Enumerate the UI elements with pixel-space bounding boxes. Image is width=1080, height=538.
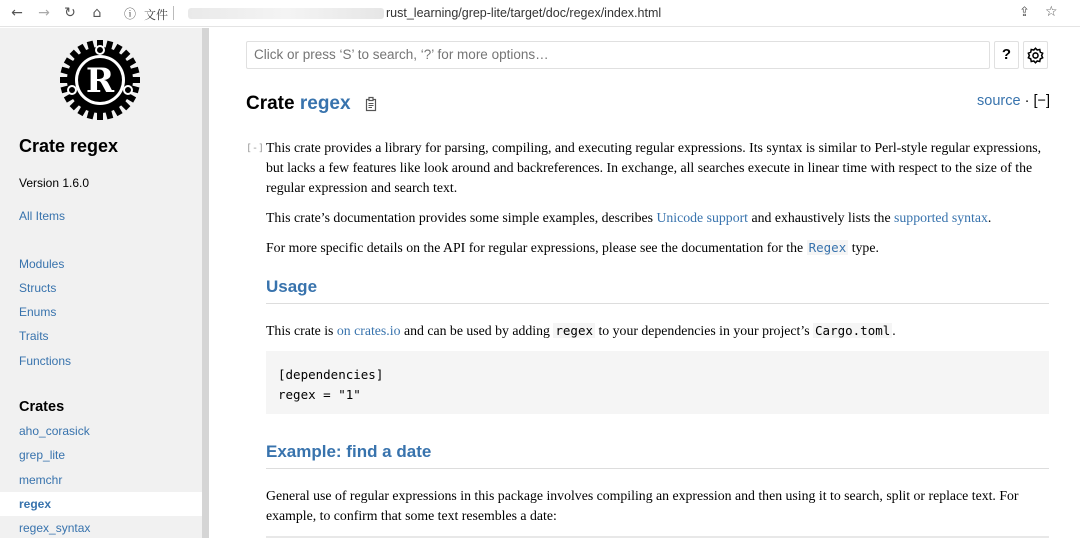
sidebar-item-traits[interactable]: Traits xyxy=(19,329,49,343)
sidebar-all-items[interactable]: All Items xyxy=(19,209,66,223)
back-icon[interactable]: ← xyxy=(11,5,23,21)
unicode-support-link[interactable]: Unicode support xyxy=(656,210,749,225)
example-heading[interactable]: Example: find a date xyxy=(266,442,1049,469)
sidebar-resizer[interactable] xyxy=(202,28,209,538)
url-scheme-label: 文件 xyxy=(144,8,169,22)
inline-code-cargo-toml: Cargo.toml xyxy=(815,323,891,338)
doc-text: This crate’s documentation provides some simple examples, describes xyxy=(266,210,657,225)
rust-logo-icon[interactable] xyxy=(58,38,142,122)
page-title-crate-name[interactable]: regex xyxy=(299,93,351,114)
code-line: [dependencies] xyxy=(278,367,384,382)
source-link[interactable]: source xyxy=(977,93,1021,109)
settings-button[interactable] xyxy=(1023,41,1048,69)
inline-code-regex: regex xyxy=(555,323,594,338)
help-button[interactable]: ? xyxy=(994,41,1019,69)
doc-paragraph-api xyxy=(266,238,1052,258)
crates-io-link[interactable]: on crates.io xyxy=(336,323,401,338)
doc-text: This crate is xyxy=(266,323,337,338)
doc-paragraph-links xyxy=(266,208,1052,228)
doc-text: and can be used by adding xyxy=(400,323,554,338)
bookmark-star-icon[interactable]: ☆ xyxy=(1045,4,1058,20)
doc-text: type. xyxy=(848,240,879,255)
sidebar xyxy=(0,28,202,538)
share-icon[interactable]: ⇪ xyxy=(1019,5,1030,20)
supported-syntax-link[interactable]: supported syntax xyxy=(894,210,988,225)
sidebar-crate-title[interactable]: Crate regex xyxy=(19,136,119,156)
url-redacted xyxy=(188,8,384,19)
doc-paragraph-usage xyxy=(266,321,1052,341)
copy-path-icon[interactable] xyxy=(364,96,380,112)
doc-paragraph-example: General use of regular expressions in this package involves compiling an expression and then using it to search, split or replace text. For example, to confirm that some text resembles a date: xyxy=(266,488,1019,523)
regex-type-link[interactable]: Regex xyxy=(808,240,847,255)
page-title-kind: Crate xyxy=(246,93,295,114)
doc-text: For more specific details on the API for regular expressions, please see the documentation for the xyxy=(266,240,807,255)
doc-text: to your dependencies in your project’s xyxy=(595,323,814,338)
out-of-band-separator: · xyxy=(1024,93,1030,109)
sidebar-crate-memchr[interactable]: memchr xyxy=(19,473,63,487)
reload-icon[interactable]: ↻ xyxy=(64,5,76,21)
crate-version: Version 1.6.0 xyxy=(19,176,90,190)
svg-text:R: R xyxy=(85,61,115,101)
page-title xyxy=(246,93,351,115)
browser-toolbar xyxy=(0,0,1080,27)
sidebar-item-functions[interactable]: Functions xyxy=(19,354,72,368)
doc-text: . xyxy=(987,210,992,225)
doc-text: and exhaustively lists the xyxy=(748,210,895,225)
code-block-dependencies xyxy=(266,351,1049,414)
sidebar-crates-heading: Crates xyxy=(19,399,65,415)
docblock-toggle[interactable]: [-] xyxy=(246,143,265,154)
sidebar-crate-grep-lite[interactable]: grep_lite xyxy=(19,448,66,462)
home-icon[interactable]: ⌂ xyxy=(92,5,102,21)
address-bar[interactable] xyxy=(118,3,1073,24)
code-line: regex = "1" xyxy=(278,387,361,402)
sidebar-crate-regex[interactable]: regex xyxy=(19,497,52,511)
sidebar-item-structs[interactable]: Structs xyxy=(19,281,57,295)
forward-icon[interactable]: → xyxy=(38,5,50,21)
url-path[interactable]: rust_learning/grep-lite/target/doc/regex/index.html xyxy=(386,6,662,20)
sidebar-item-modules[interactable]: Modules xyxy=(19,257,65,271)
usage-heading[interactable]: Usage xyxy=(266,277,1049,304)
out-of-band xyxy=(977,93,1050,109)
doc-text: . xyxy=(892,323,896,338)
url-divider xyxy=(173,6,174,20)
info-icon[interactable]: ⓘ xyxy=(124,7,137,21)
sidebar-crate-aho-corasick[interactable]: aho_corasick xyxy=(19,424,90,438)
search-input[interactable]: Click or press ‘S’ to search, ‘?’ for more options… xyxy=(246,41,990,69)
gear-icon xyxy=(1027,47,1044,64)
sidebar-item-enums[interactable]: Enums xyxy=(19,305,57,319)
doc-paragraph-intro: This crate provides a library for parsing, compiling, and executing regular expressions. Its syntax is similar to Perl-style regular expressions, but lacks a few features like look around and backreferences. In exchange, all searches execute in linear time with respect to the size of the regular expression and search text. xyxy=(266,140,1042,195)
sidebar-crate-regex-syntax[interactable]: regex_syntax xyxy=(19,521,91,535)
collapse-all-toggle[interactable]: [−] xyxy=(1033,93,1050,109)
